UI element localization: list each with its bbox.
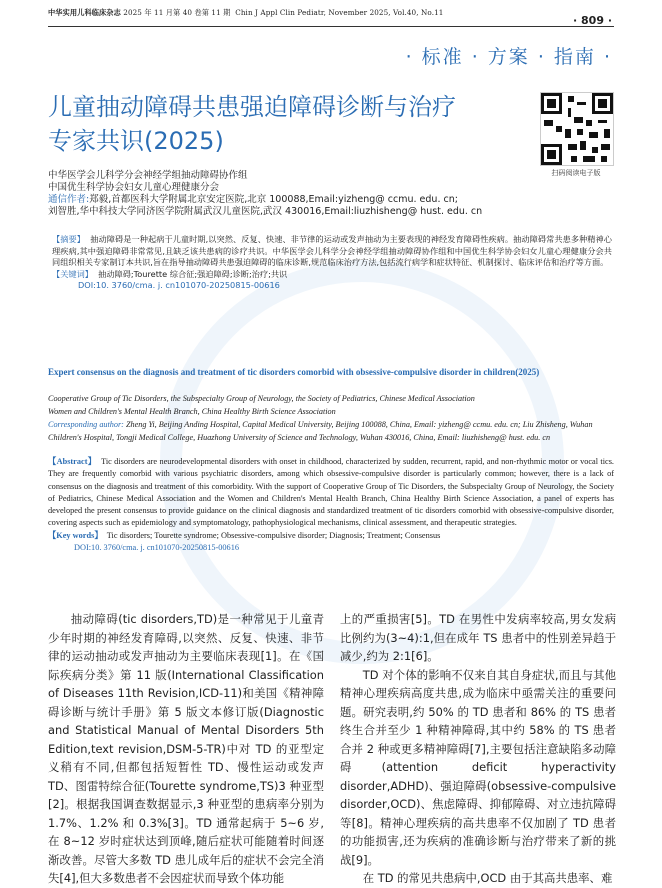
en-keywords-label: 【Key words】	[48, 530, 103, 540]
body-left-column	[48, 610, 324, 888]
keywords-text: 抽动障碍;Tourette 综合征;强迫障碍;诊断;治疗;共识	[98, 268, 288, 279]
en-keywords-text: Tic disorders; Tourette syndrome; Obsessive-compulsive disorder; Diagnosis; Treatment; Consensus	[106, 530, 441, 540]
abstract-label: 【摘要】	[52, 234, 85, 244]
english-title: Expert consensus on the diagnosis and treatment of tic disorders comorbid with obsessive-compulsive disorder in children(2025)	[48, 367, 540, 377]
corr-author-1: 郑毅,首都医科大学附属北京安定医院,北京 100088,Email:yizheng@ ccmu. edu. cn;	[89, 194, 458, 205]
body-paragraph: 在 TD 的常见共患病中,OCD 由于其高共患率、难	[362, 871, 613, 885]
body-right-column	[340, 610, 616, 888]
section-label: · 标准 · 方案 · 指南 ·	[405, 46, 612, 68]
author-block	[48, 170, 528, 218]
en-abstract-label: 【Abstract】	[48, 457, 97, 466]
running-header: 中华实用儿科临床杂志 2025 年 11 月第 40 卷第 11 期 Chin J Appl Clin Pediatr, November 2025, Vol.40, No.11	[48, 8, 444, 17]
en-doi-link[interactable]: DOI:10. 3760/cma. j. cn101070-20250815-00616	[74, 543, 239, 553]
header-rule	[48, 26, 614, 27]
keywords-label: 【关键词】	[52, 268, 93, 279]
page-number: · 809 ·	[573, 14, 612, 27]
abstract-text: 抽动障碍是一种起病于儿童时期,以突然、反复、快速、非节律的运动或发声抽动为主要表现的神经发育障碍性疾病。抽动障碍常共患多种精神心理疾病,其中强迫障碍非常常见,且缺乏该共患病的诊疗共识。中华医学会儿科学分会神经学组抽动障碍协作组和中国优生科学协会妇女儿童心理健康分会共同组织相关专家制订本共识,旨在指导抽动障碍共患强迫障碍的临床诊断,规范临床治疗方法,包括流行病学和症状特征、机制探讨、临床评估和治疗等方面。	[52, 234, 612, 267]
qr-code-icon[interactable]	[540, 92, 614, 166]
en-abstract-text: Tic disorders are neurodevelopmental disorders with onset in childhood, characterized by sudden, recurrent, rapid, and non-rhythmic motor or vocal tics. They are frequently comorbid with various psychiatric disorders, among which obsessive-compulsive disorder is particularly common; however, there is a lack of consensus on the diagnosis and treatment of this comorbidity. With the support of Cooperative Group of Tic Disorders, the Subspecialty Group of Neurology, the Society of Pediatrics, Chinese Medical Association and the Women and Children's Mental Health Branch, China Healthy Birth Science Association, a panel of experts has developed the present consensus to provide guidance on the clinical diagnosis and standardized treatment of tic disorders comorbid with obsessive-compulsive disorder, covering aspects such as epidemiology and symptomatology, pathophysiological mechanisms, clinical assessment, and therapeutic strategies.	[48, 457, 615, 528]
author-org-1: 中华医学会儿科学分会神经学组抽动障碍协作组	[48, 170, 248, 181]
body-paragraph: 抽动障碍(tic disorders,TD)是一种常见于儿童青少年时期的神经发育障碍,以突然、反复、快速、非节律的运动抽动或发声抽动为主要临床表现[1]。在《国际疾病分类》第 11 版(International Classification of Diseases 11th Revision,ICD-11)和美国《精神障碍诊断与统计手册》第 5 版文本修订版(Diagnostic and Statistical Manual of Mental Disorders 5th Edition,text revision,DSM-5-TR)中对 TD 的亚型定义稍有不同,但都包括短暂性 TD、慢性运动或发声 TD、图雷特综合征(Tourette syndrome,TS)3 种亚型[2]。根据我国调查数据显示,3 种亚型的患病率分别为 1.7%、1.2% 和 0.3%[3]。TD 通常起病于 5~6 岁,在 8~12 岁时症状达到顶峰,随后症状可能随着时间逐渐改善。尽管大多数 TD 患儿成年后的症状不会完全消失[4],但大多数患者不会因症状而导致个体功能	[48, 612, 324, 885]
body-paragraph: 上的严重损害[5]。TD 在男性中发病率较高,男女发病比例约为(3~4):1,但在成年 TS 患者中的性别差异趋于减少,约为 2:1[6]。	[340, 612, 616, 663]
qr-caption: 扫码阅读电子版	[551, 169, 601, 177]
body-paragraph: TD 对个体的影响不仅来自其自身症状,而且与其他精神心理疾病高度共患,成为临床中亟需关注的重要问题。研究表明,约 50% 的 TD 患者和 86% 的 TS 患者终生合并至少 1 种精神障碍,其中约 58% 的 TS 患者合并 2 种或更多精神障碍[7],主要包括注意缺陷多动障碍(attention deficit hyperactivity disorder,ADHD)、强迫障碍(obsessive-compulsive disorder,OCD)、焦虑障碍、抑郁障碍、对立违抗障碍等[8]。精神心理疾病的高共患率不仅加剧了 TD 患者的功能损害,还为疾病的准确诊断与治疗带来了新的挑战[9]。	[340, 667, 616, 867]
corr-author-2: 刘智胜,华中科技大学同济医学院附属武汉儿童医院,武汉 430016,Email:liuzhisheng@ hust. edu. cn	[48, 206, 483, 217]
article-title: 儿童抽动障碍共患强迫障碍诊断与治疗 专家共识(2025)	[48, 93, 456, 155]
corr-label: 通信作者:	[48, 194, 90, 205]
abstract-cn	[52, 234, 612, 292]
english-authors: Cooperative Group of Tic Disorders, the Subspecialty Group of Neurology, the Society of Pediatrics, Chinese Medical Association Women and Children's Mental Health Branch, China Healthy Birth Science Association Corresponding author: Zheng Yi, Beijing Anding Hospital, Capital Medical University, Beijing 100088, China, Email: yizheng@ ccmu. edu. cn; Liu Zhisheng, Wuhan Children's Hospital, Tongji Medical College, Huazhong University of Science and Technology, Wuhan 430016, China, Email: liuzhisheng@ hust. edu. cn	[48, 394, 593, 442]
author-org-2: 中国优生科学协会妇女儿童心理健康分会	[48, 182, 220, 193]
doi-link[interactable]: DOI:10. 3760/cma. j. cn101070-20250815-00616	[78, 280, 280, 290]
english-abstract	[48, 456, 614, 554]
